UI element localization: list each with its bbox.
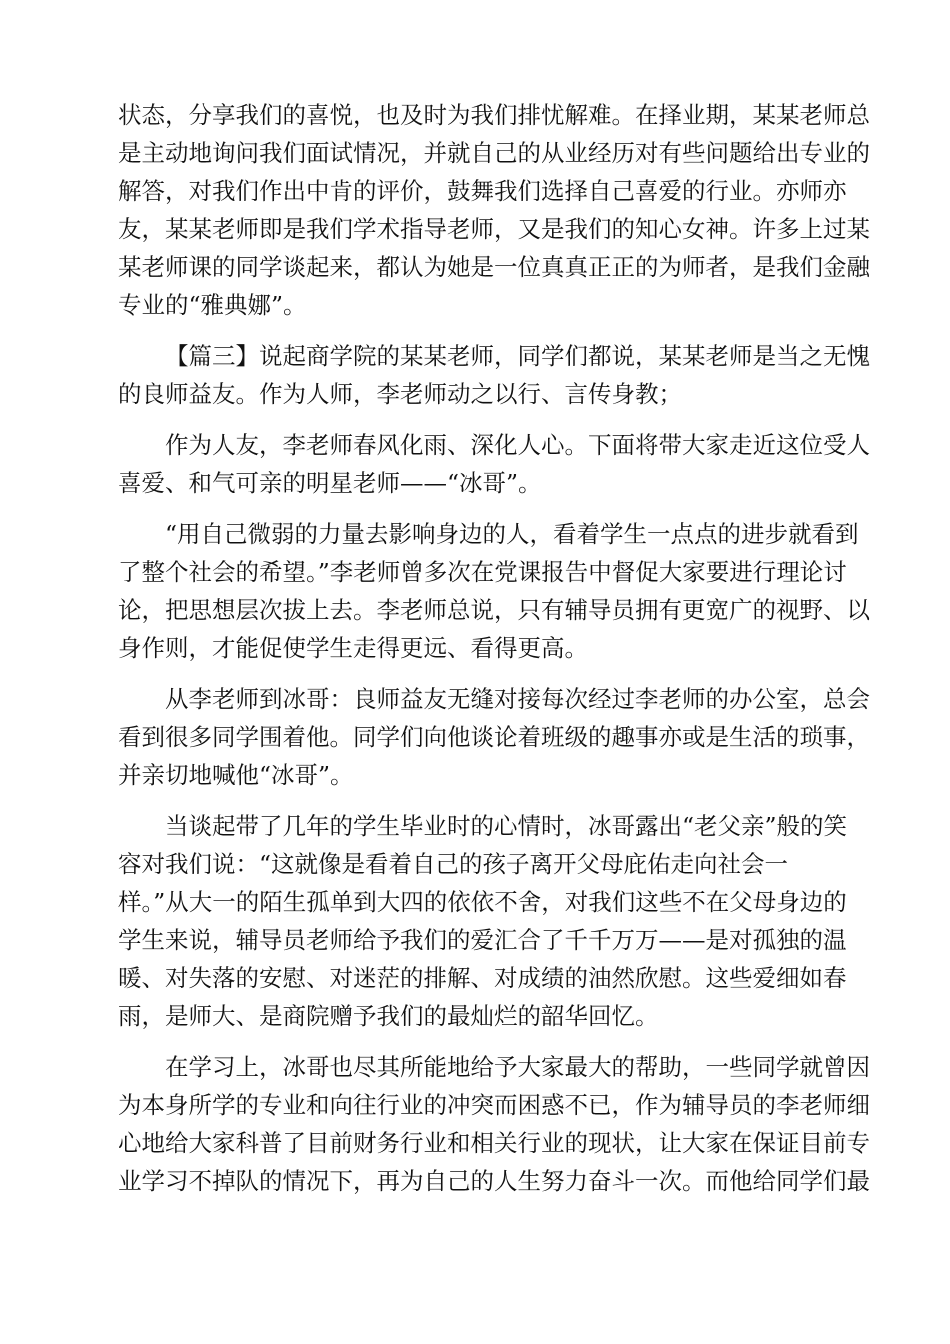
text-line: 了整个社会的希望。”李老师曾多次在党课报告中督促大家要进行理论讨 [118,558,847,586]
paragraph-quote [118,515,870,667]
text-line: 心地给大家科普了目前财务行业和相关行业的现状，让大家在保证目前专 [118,1129,870,1157]
paragraph [118,1048,870,1200]
text-line: 论，把思想层次拔上去。李老师总说，只有辅导员拥有更宽广的视野、以 [118,596,870,624]
text-line: 友，某某老师即是我们学术指导老师，又是我们的知心女神。许多上过某 [118,215,870,243]
document-body [118,96,870,1213]
text-line: 业学习不掉队的情况下，再为自己的人生努力奋斗一次。而他给同学们最 [118,1167,870,1195]
paragraph [118,807,848,1035]
text-line: 为本身所学的专业和向往行业的冲突而困惑不已，作为辅导员的李老师细 [118,1091,870,1119]
text-line: 喜爱、和气可亲的明星老师——“冰哥”。 [118,469,542,497]
paragraph [118,426,870,502]
text-line: 雨，是师大、是商院赠予我们的最灿烂的韶华回忆。 [118,1002,659,1030]
paragraph [118,680,870,794]
text-line: 样。”从大一的陌生孤单到大四的依依不舍，对我们这些不在父母身边的 [118,888,847,916]
text-line: 暖、对失落的安慰、对迷茫的排解、对成绩的油然欣慰。这些爱细如春 [118,964,847,992]
paragraph-section-three [118,337,870,413]
text-line: 解答，对我们作出中肯的评价，鼓舞我们选择自己喜爱的行业。亦师亦 [118,177,847,205]
text-line: 从李老师到冰哥：良师益友无缝对接每次经过李老师的办公室，总会 [165,685,870,713]
text-line: 容对我们说：“这就像是看着自己的孩子离开父母庇佑走向社会一 [118,850,789,878]
text-line: 是主动地询问我们面试情况，并就自己的从业经历对有些问题给出专业的 [118,139,870,167]
paragraph-continuation [118,96,870,324]
text-line: 看到很多同学围着他。同学们向他谈论着班级的趣事亦或是生活的琐事， [118,723,870,751]
text-line: 当谈起带了几年的学生毕业时的心情时，冰哥露出“老父亲”般的笑 [165,812,848,840]
text-line: 学生来说，辅导员老师给予我们的爱汇合了千千万万——是对孤独的温 [118,926,847,954]
text-line: 作为人友，李老师春风化雨、深化人心。下面将带大家走近这位受人 [165,431,870,459]
text-line: “用自己微弱的力量去影响身边的人，看着学生一点点的进步就看到 [165,520,859,548]
text-line: 【篇三】说起商学院的某某老师，同学们都说，某某老师是当之无愧 [165,342,870,370]
text-line: 状态，分享我们的喜悦，也及时为我们排忧解难。在择业期，某某老师总 [118,101,870,129]
text-line: 并亲切地喊他“冰哥”。 [118,761,354,789]
text-line: 某老师课的同学谈起来，都认为她是一位真真正正的为师者，是我们金融 [118,253,870,281]
text-line: 的良师益友。作为人师，李老师动之以行、言传身教； [118,380,682,408]
text-line: 专业的“雅典娜”。 [118,291,307,319]
text-line: 身作则，才能促使学生走得更远、看得更高。 [118,634,588,662]
text-line: 在学习上，冰哥也尽其所能地给予大家最大的帮助，一些同学就曾因 [165,1053,870,1081]
